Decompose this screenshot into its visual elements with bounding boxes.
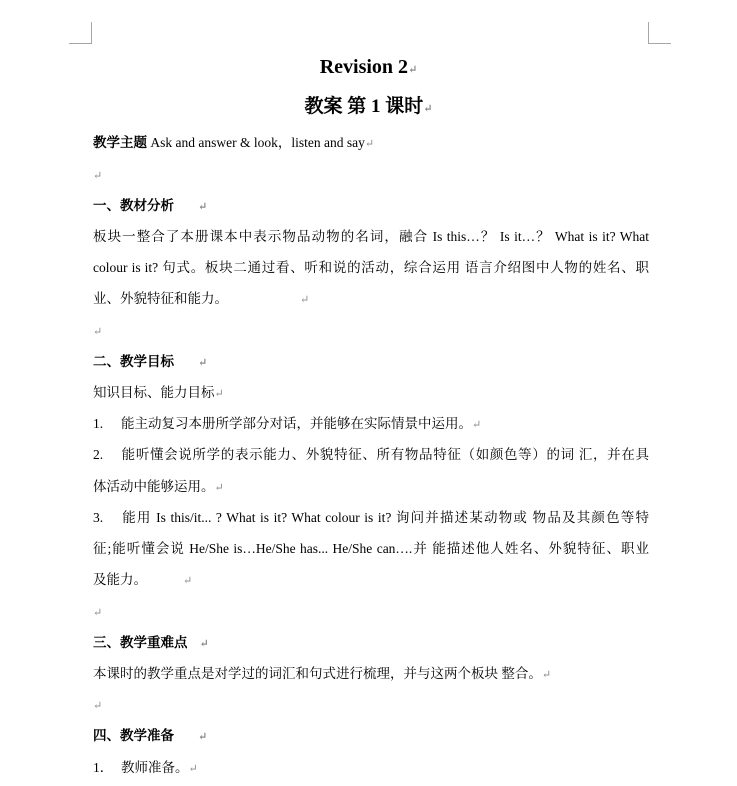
document-subtitle: 教案 第 1 课时↵ <box>304 96 433 117</box>
paragraph-mark-icon: ↵ <box>188 763 198 775</box>
empty-paragraph <box>93 165 649 186</box>
theme-label: 教学主题 <box>93 135 147 150</box>
page-corner-mark-top-left <box>69 22 92 44</box>
paragraph-mark-icon: ↵ <box>93 326 103 338</box>
preparation-item-1: 1． 教师准备。↵ <box>93 758 649 779</box>
page-corner-mark-top-right <box>648 22 671 44</box>
key-points-text: 本课时的教学重点是对学过的词汇和句式进行梳理，并与这两个板块 整合。↵ <box>93 666 552 681</box>
section-heading-analysis: 一、教材分析 ↵ <box>93 198 208 213</box>
list-number: 1． <box>93 760 114 775</box>
analysis-line-2: colour is it? 句式。板块二通过看、听和说的活动，综合运用 语言介绍图中人物的姓名、职 <box>93 260 649 275</box>
document-title: Revision 2↵ <box>319 56 418 78</box>
paragraph-mark-icon: ↵ <box>300 294 310 306</box>
paragraph-mark-icon: ↵ <box>214 482 224 494</box>
paragraph-mark-icon: ↵ <box>93 170 103 182</box>
paragraph-mark-icon: ↵ <box>364 138 375 150</box>
empty-paragraph <box>93 321 649 342</box>
objective-item-2-line-2: 体活动中能够运用。↵ <box>93 479 224 494</box>
empty-paragraph <box>93 695 649 716</box>
section-heading-objectives: 二、教学目标 ↵ <box>93 354 208 369</box>
theme-text: Ask and answer & look，listen and say <box>150 135 365 150</box>
paragraph-mark-icon: ↵ <box>198 201 208 213</box>
paragraph-mark-icon: ↵ <box>93 700 103 712</box>
objective-item-3-line-3: 及能力。 ↵ <box>93 572 193 587</box>
objective-item-3-line-1: 3. 能用 Is this/it... ? What is it? What colour is it? 询问并描述某动物或 物品及其颜色等特 <box>93 508 649 528</box>
paragraph-mark-icon: ↵ <box>423 103 433 115</box>
analysis-line-1: 板块一整合了本册课本中表示物品动物的名词，融合 Is this…？ Is it…？ What is it? What <box>93 229 649 244</box>
section-heading-preparation: 四、教学准备 ↵ <box>93 728 208 743</box>
paragraph-mark-icon: ↵ <box>198 731 208 743</box>
paragraph-mark-icon: ↵ <box>214 388 224 400</box>
theme-line <box>93 133 649 154</box>
paragraph-mark-icon: ↵ <box>183 575 193 587</box>
objectives-intro: 知识目标、能力目标↵ <box>93 385 224 400</box>
list-number: 1. <box>93 416 104 431</box>
list-number: 2. <box>93 447 104 462</box>
objective-item-1: 1. 能主动复习本册所学部分对话，并能够在实际情景中运用。↵ <box>93 414 649 435</box>
paragraph-mark-icon: ↵ <box>199 638 209 650</box>
paragraph-mark-icon: ↵ <box>93 607 103 619</box>
paragraph-mark-icon: ↵ <box>198 357 208 369</box>
analysis-line-3: 业、外貌特征和能力。 ↵ <box>93 291 310 306</box>
empty-paragraph <box>93 602 649 623</box>
list-number: 3. <box>93 510 104 525</box>
objective-item-2-line-1: 2. 能听懂会说所学的表示能力、外貌特征、所有物品特征（如颜色等）的词 汇，并在具 <box>93 445 649 465</box>
section-heading-key-points: 三、教学重难点 ↵ <box>93 635 209 650</box>
paragraph-mark-icon: ↵ <box>472 419 482 431</box>
paragraph-mark-icon: ↵ <box>408 64 418 76</box>
objective-item-3-line-2: 征;能听懂会说 He/She is…He/She has... He/She can….并 能描述他人姓名、外貌特征、职业 <box>93 541 649 556</box>
paragraph-mark-icon: ↵ <box>541 669 552 681</box>
